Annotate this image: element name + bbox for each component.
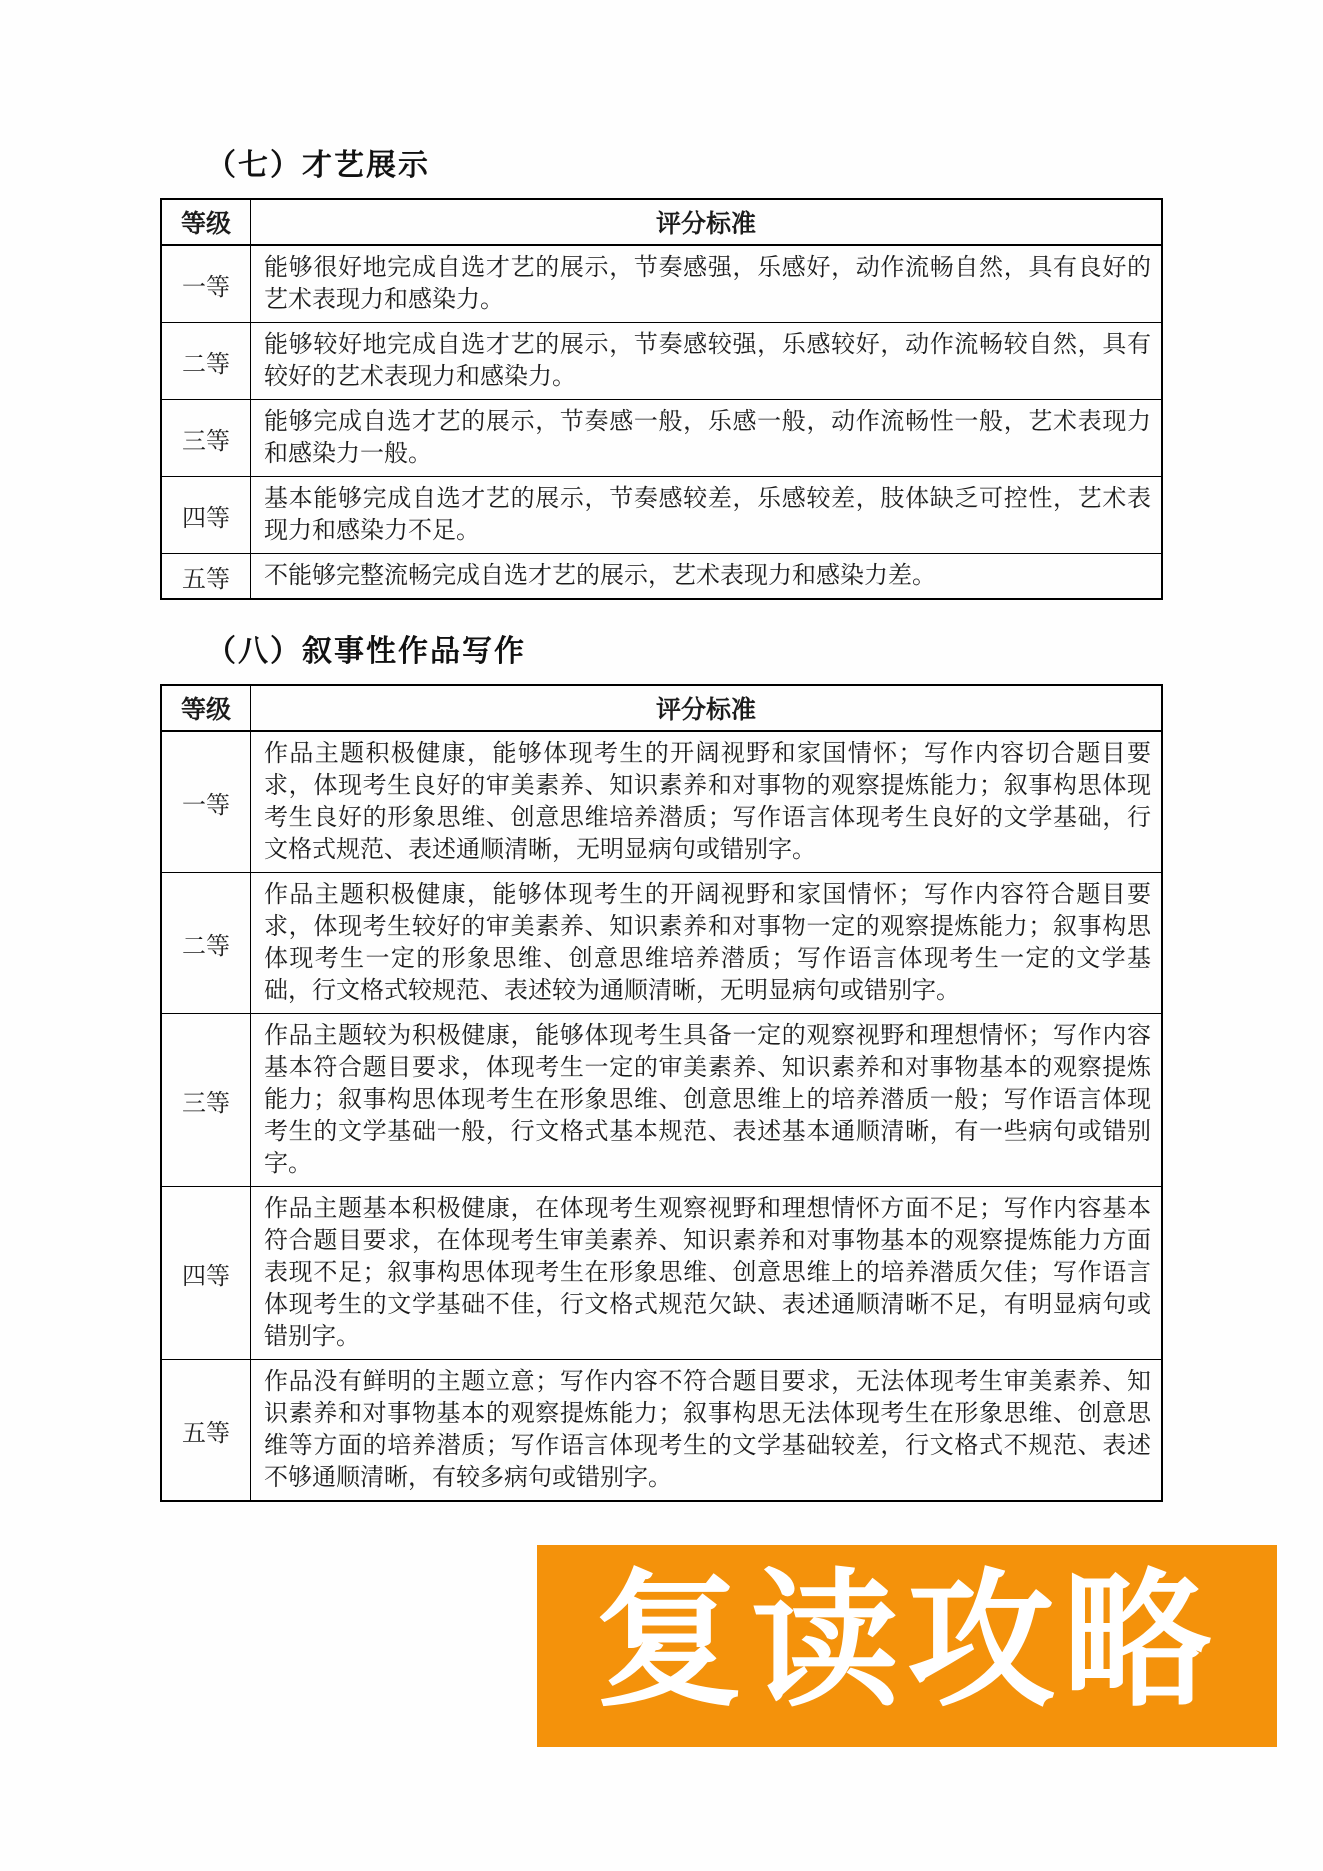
grade-cell: 一等 [161,245,251,323]
section-talent-show [160,140,1163,600]
criteria-cell: 作品主题基本积极健康，在体现考生观察视野和理想情怀方面不足；写作内容基本符合题目要求，在体现考生审美素养、知识素养和对事物基本的观察提炼能力方面表现不足；叙事构思体现考生在形象思维、创意思维上的培养潜质欠佳；写作语言体现考生的文学基础不佳，行文格式规范欠缺、表述通顺清晰不足，有明显病句或错别字。 [251,1187,1163,1360]
grade-cell: 三等 [161,400,251,477]
table-row [161,1360,1162,1502]
grade-cell: 五等 [161,1360,251,1502]
grade-column-header: 等级 [161,199,251,245]
grade-cell: 四等 [161,477,251,554]
table-header-row [161,685,1162,731]
grade-cell: 三等 [161,1014,251,1187]
table-row [161,731,1162,873]
narrative-writing-table [160,684,1163,1502]
grade-column-header: 等级 [161,685,251,731]
criteria-cell: 作品主题较为积极健康，能够体现考生具备一定的观察视野和理想情怀；写作内容基本符合题目要求，体现考生一定的审美素养、知识素养和对事物基本的观察提炼能力；叙事构思体现考生在形象思维、创意思维上的培养潜质一般；写作语言体现考生的文学基础一般，行文格式基本规范、表述基本通顺清晰，有一些病句或错别字。 [251,1014,1163,1187]
criteria-cell: 基本能够完成自选才艺的展示，节奏感较差，乐感较差，肢体缺乏可控性，艺术表现力和感染力不足。 [251,477,1163,554]
table-row [161,1187,1162,1360]
criteria-cell: 能够很好地完成自选才艺的展示，节奏感强，乐感好，动作流畅自然，具有良好的艺术表现力和感染力。 [251,245,1163,323]
table-row [161,554,1162,600]
grade-cell: 五等 [161,554,251,600]
talent-show-table [160,198,1163,600]
section-8-title: （八）叙事性作品写作 [206,635,526,668]
criteria-cell: 作品主题积极健康，能够体现考生的开阔视野和家国情怀；写作内容符合题目要求，体现考生较好的审美素养、知识素养和对事物一定的观察提炼能力；叙事构思体现考生一定的形象思维、创意思维培养潜质；写作语言体现考生一定的文学基础，行文格式较规范、表述较为通顺清晰，无明显病句或错别字。 [251,873,1163,1014]
section-7-title: （七）才艺展示 [206,149,430,182]
grade-cell: 二等 [161,323,251,400]
grade-cell: 四等 [161,1187,251,1360]
promo-banner [537,1545,1277,1747]
criteria-column-header: 评分标准 [251,199,1163,245]
criteria-cell: 能够较好地完成自选才艺的展示，节奏感较强，乐感较好，动作流畅较自然，具有较好的艺术表现力和感染力。 [251,323,1163,400]
table-header-row [161,199,1162,245]
criteria-column-header: 评分标准 [251,685,1163,731]
table-row [161,323,1162,400]
criteria-cell: 能够完成自选才艺的展示，节奏感一般，乐感一般，动作流畅性一般，艺术表现力和感染力一般。 [251,400,1163,477]
table-row [161,873,1162,1014]
table-row [161,477,1162,554]
grade-cell: 一等 [161,731,251,873]
criteria-cell: 作品主题积极健康，能够体现考生的开阔视野和家国情怀；写作内容切合题目要求，体现考生良好的审美素养、知识素养和对事物的观察提炼能力；叙事构思体现考生良好的形象思维、创意思维培养潜质；写作语言体现考生良好的文学基础，行文格式规范、表述通顺清晰，无明显病句或错别字。 [251,731,1163,873]
criteria-cell: 作品没有鲜明的主题立意；写作内容不符合题目要求，无法体现考生审美素养、知识素养和对事物基本的观察提炼能力；叙事构思无法体现考生在形象思维、创意思维等方面的培养潜质；写作语言体现考生的文学基础较差，行文格式不规范、表述不够通顺清晰，有较多病句或错别字。 [251,1360,1163,1502]
table-row [161,1014,1162,1187]
promo-banner-text: 复读攻略 [595,1559,1219,1724]
table-row [161,400,1162,477]
criteria-cell: 不能够完整流畅完成自选才艺的展示，艺术表现力和感染力差。 [251,554,1163,600]
grade-cell: 二等 [161,873,251,1014]
table-row [161,245,1162,323]
section-narrative-writing [160,626,1163,1502]
